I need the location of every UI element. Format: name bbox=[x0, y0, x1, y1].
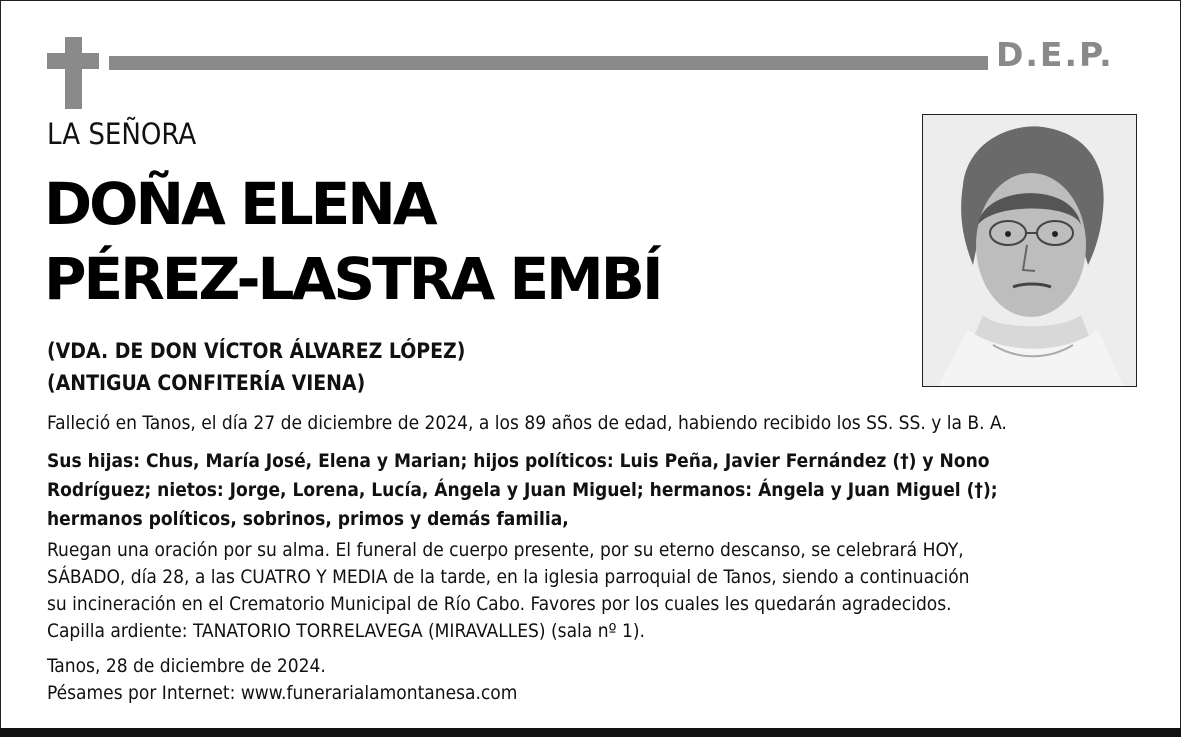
funeral-paragraph bbox=[47, 537, 1157, 645]
funeral-line: Capilla ardiente: TANATORIO TORRELAVEGA (MIRAVALLES) (sala nº 1). bbox=[47, 620, 645, 642]
funeral-line: su incineración en el Crematorio Municipal de Río Cabo. Favores por los cuales les quedarán agradecidos. bbox=[47, 593, 952, 615]
dep-label: D.E.P. bbox=[996, 35, 1114, 74]
condolences-link[interactable]: Pésames por Internet: www.funerarialamontanesa.com bbox=[47, 682, 518, 704]
family-line: Sus hijas: Chus, María José, Elena y Marian; hijos políticos: Luis Peña, Javier Fernández (†) y Nono bbox=[47, 450, 990, 472]
family-line: Rodríguez; nietos: Jorge, Lorena, Lucía, Ángela y Juan Miguel; hermanos: Ángela y Juan Miguel (†); bbox=[47, 479, 998, 501]
deceased-name-line2: PÉREZ-LASTRA EMBÍ bbox=[44, 245, 661, 313]
cross-icon bbox=[65, 37, 82, 109]
funeral-line: Ruegan una oración por su alma. El funeral de cuerpo presente, por su eterno descanso, se celebrará HOY, bbox=[47, 539, 964, 561]
death-notice: Falleció en Tanos, el día 27 de diciembre de 2024, a los 89 años de edad, habiendo recibido los SS. SS. y la B. A. bbox=[47, 412, 1007, 434]
widow-of: (VDA. DE DON VÍCTOR ÁLVAREZ LÓPEZ) bbox=[47, 339, 466, 363]
portrait-icon bbox=[923, 115, 1136, 386]
funeral-line: SÁBADO, día 28, a las CUATRO Y MEDIA de la tarde, en la iglesia parroquial de Tanos, siendo a continuación bbox=[47, 566, 970, 588]
place-date: Tanos, 28 de diciembre de 2024. bbox=[47, 655, 326, 677]
business-note: (ANTIGUA CONFITERÍA VIENA) bbox=[47, 371, 366, 395]
cross-icon-bar bbox=[47, 53, 99, 69]
portrait-photo bbox=[922, 114, 1137, 387]
closing-paragraph bbox=[47, 653, 1157, 707]
deceased-name-line1: DOÑA ELENA bbox=[44, 170, 435, 238]
title-prefix: LA SEÑORA bbox=[47, 117, 197, 151]
family-paragraph bbox=[47, 447, 1157, 534]
family-line: hermanos políticos, sobrinos, primos y demás familia, bbox=[47, 508, 569, 530]
bottom-border bbox=[0, 728, 1181, 737]
header-rule bbox=[109, 56, 988, 70]
